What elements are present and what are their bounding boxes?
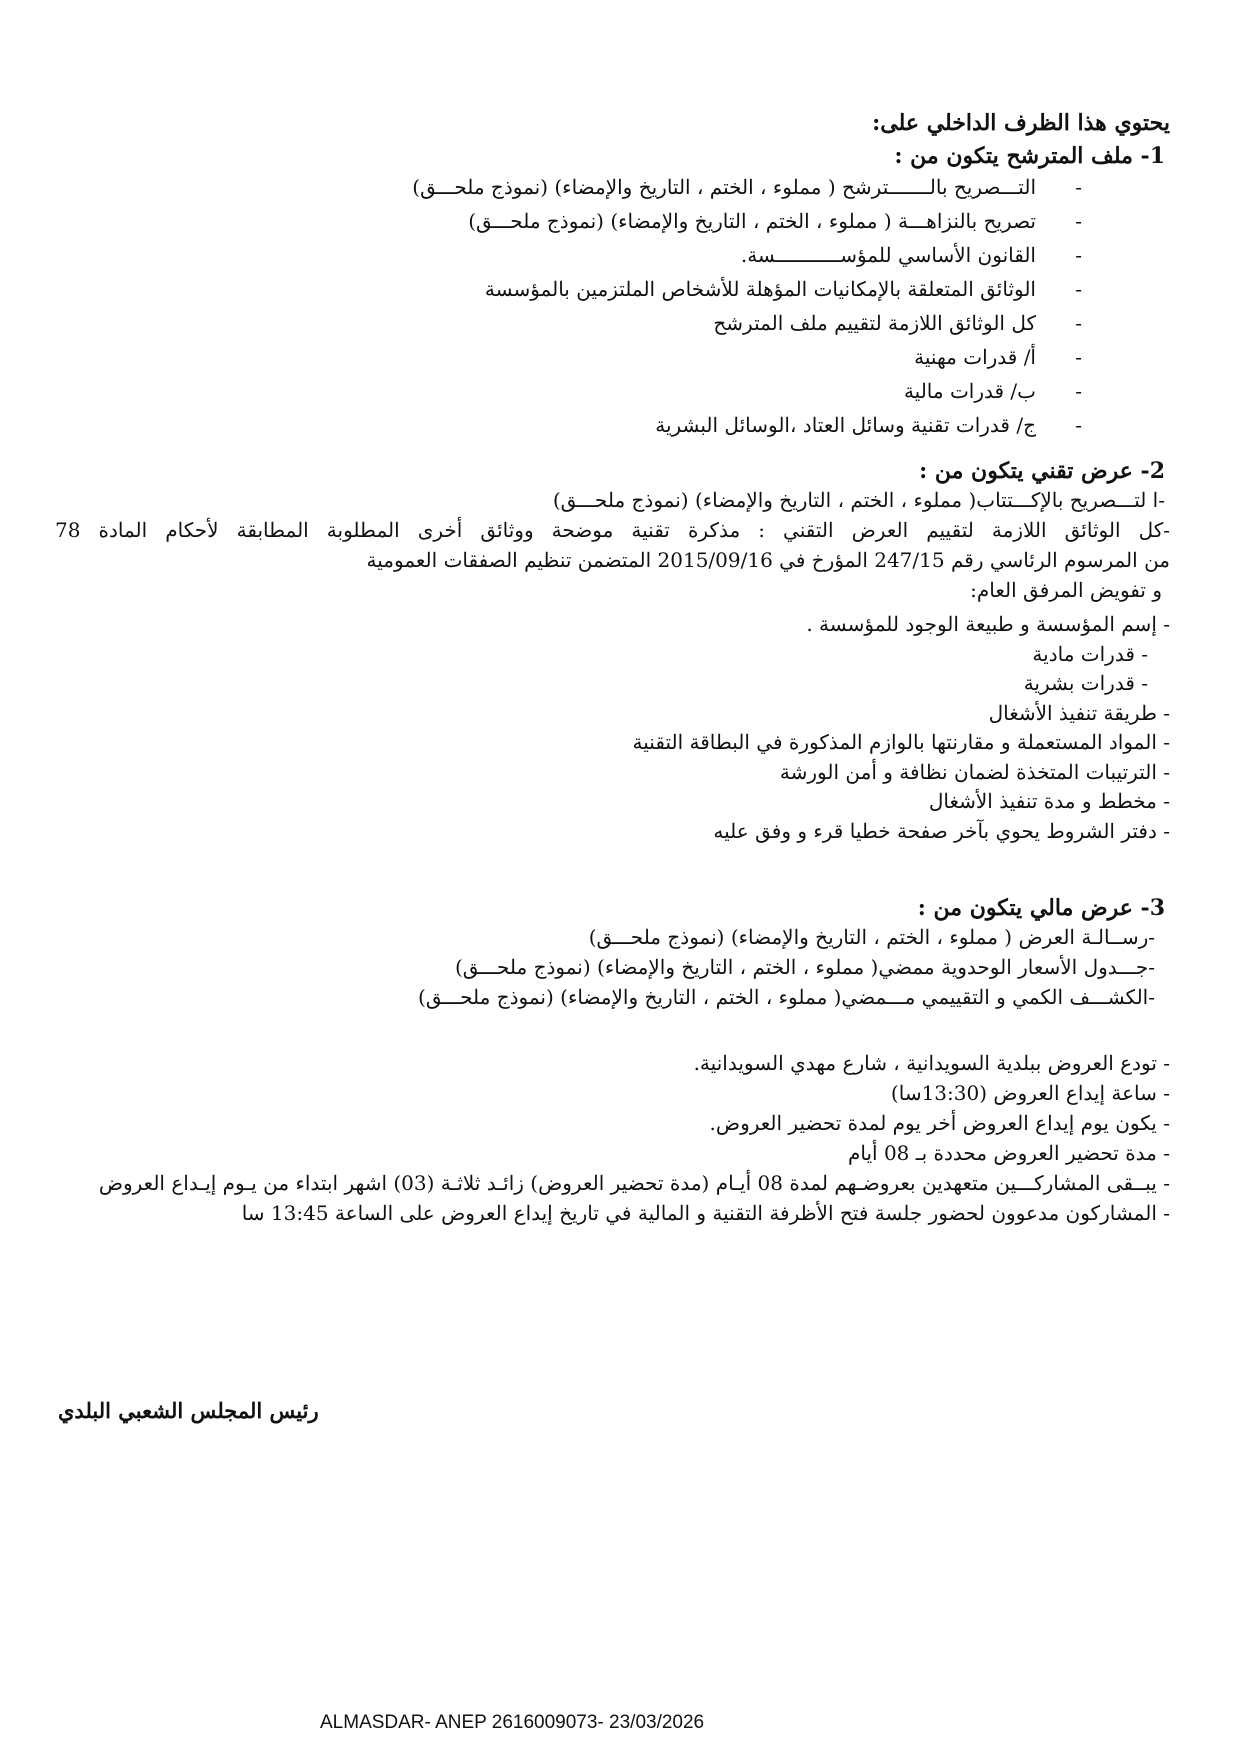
footer-reference: ALMASDAR- ANEP 2616009073- 23/03/2026	[320, 1712, 705, 1733]
list-item: -جـــدول الأسعار الوحدوية ممضي( مملوء ، الختم ، التاريخ والإمضاء) (نموذج ملحـــق)	[454, 955, 1155, 979]
section2-intro	[55, 485, 1170, 605]
list-item: -رســالـة العرض ( مملوء ، الختم ، التاريخ والإمضاء) (نموذج ملحـــق)	[588, 925, 1155, 949]
list-item: - طريقة تنفيذ الأشغال	[988, 700, 1170, 725]
section2-line2: -كل الوثائق اللازمة لتقييم العرض التقني : مذكرة تقنية موضحة ووثائق أخرى المطلوبة المطابقة لأحكام المادة 78	[55, 518, 1170, 542]
section3-title: 3- عرض مالي يتكون من :	[917, 895, 1165, 921]
signature-title: رئيس المجلس الشعبي البلدي	[58, 1398, 319, 1423]
list-item: - ج/ قدرات تقنية وسائل العتاد ،الوسائل البشرية	[142, 408, 1082, 442]
section3-list	[155, 922, 1155, 1012]
list-item: - ب/ قدرات مالية	[142, 374, 1082, 408]
list-item: - الوثائق المتعلقة بالإمكانيات المؤهلة للأشخاص الملتزمين بالمؤسسة	[142, 272, 1082, 306]
section2-line1: -ا لتـــصريح بالإكـــتتاب( مملوء ، الختم ، التاريخ والإمضاء) (نموذج ملحـــق)	[552, 488, 1165, 512]
list-item: - مدة تحضير العروض محددة بـ 08 أيام	[847, 1141, 1170, 1165]
section2-line4: و تفويض المرفق العام:	[970, 578, 1162, 602]
section2-title: 2- عرض تقني يتكون من :	[919, 458, 1165, 484]
section1-list	[142, 170, 1082, 442]
list-item: - قدرات مادية	[1032, 641, 1148, 666]
section2-list	[170, 610, 1170, 846]
section2-line3: من المرسوم الرئاسي رقم 247/15 المؤرخ في 2015/09/16 المتضمن تنظيم الصفقات العمومية	[366, 548, 1170, 572]
list-item: - التـــصريح بالـــــــترشح ( مملوء ، الختم ، التاريخ والإمضاء) (نموذج ملحـــق)	[142, 170, 1082, 204]
list-item: - دفتر الشروط يحوي بآخر صفحة خطيا قرء و وفق عليه	[713, 818, 1170, 843]
list-item: - أ/ قدرات مهنية	[142, 340, 1082, 374]
list-item: - القانون الأساسي للمؤســـــــــــسة.	[142, 238, 1082, 272]
list-item: - الترتيبات المتخذة لضمان نظافة و أمن الورشة	[779, 759, 1170, 784]
list-item: - المواد المستعملة و مقارنتها بالوازم المذكورة في البطاقة التقنية	[632, 730, 1170, 754]
list-item: -الكشـــف الكمي و التقييمي مـــمضي( مملوء ، الختم ، التاريخ والإمضاء) (نموذج ملحـــق)	[418, 985, 1155, 1009]
section1-title: 1- ملف المترشح يتكون من :	[894, 143, 1165, 169]
notes-list	[50, 1048, 1170, 1228]
intro-heading: يحتوي هذا الظرف الداخلي على:	[872, 110, 1170, 136]
list-item: - تصريح بالنزاهـــة ( مملوء ، الختم ، التاريخ والإمضاء) (نموذج ملحـــق)	[142, 204, 1082, 238]
list-item: - تودع العروض ببلدية السويدانية ، شارع مهدي السويدانية.	[693, 1051, 1170, 1075]
list-item: - إسم المؤسسة و طبيعة الوجود للمؤسسة .	[806, 612, 1170, 636]
list-item: - كل الوثائق اللازمة لتقييم ملف المترشح	[142, 306, 1082, 340]
list-item: - ساعة إيداع العروض (13:30سا)	[890, 1081, 1170, 1105]
list-item: - يبــقى المشاركـــين متعهدين بعروضـهم لمدة 08 أيـام (مدة تحضير العروض) زائـد ثلاثـة (03) اشهر ابتداء من يـوم إيـداع العروض	[98, 1171, 1170, 1195]
list-item: - مخطط و مدة تنفيذ الأشغال	[928, 789, 1170, 813]
list-item: - المشاركون مدعوون لحضور جلسة فتح الأظرفة التقنية و المالية في تاريخ إيداع العروض على الساعة 13:45 سا	[241, 1201, 1170, 1225]
list-item: - يكون يوم إيداع العروض أخر يوم لمدة تحضير العروض.	[709, 1111, 1170, 1135]
list-item: - قدرات بشرية	[1023, 671, 1148, 695]
